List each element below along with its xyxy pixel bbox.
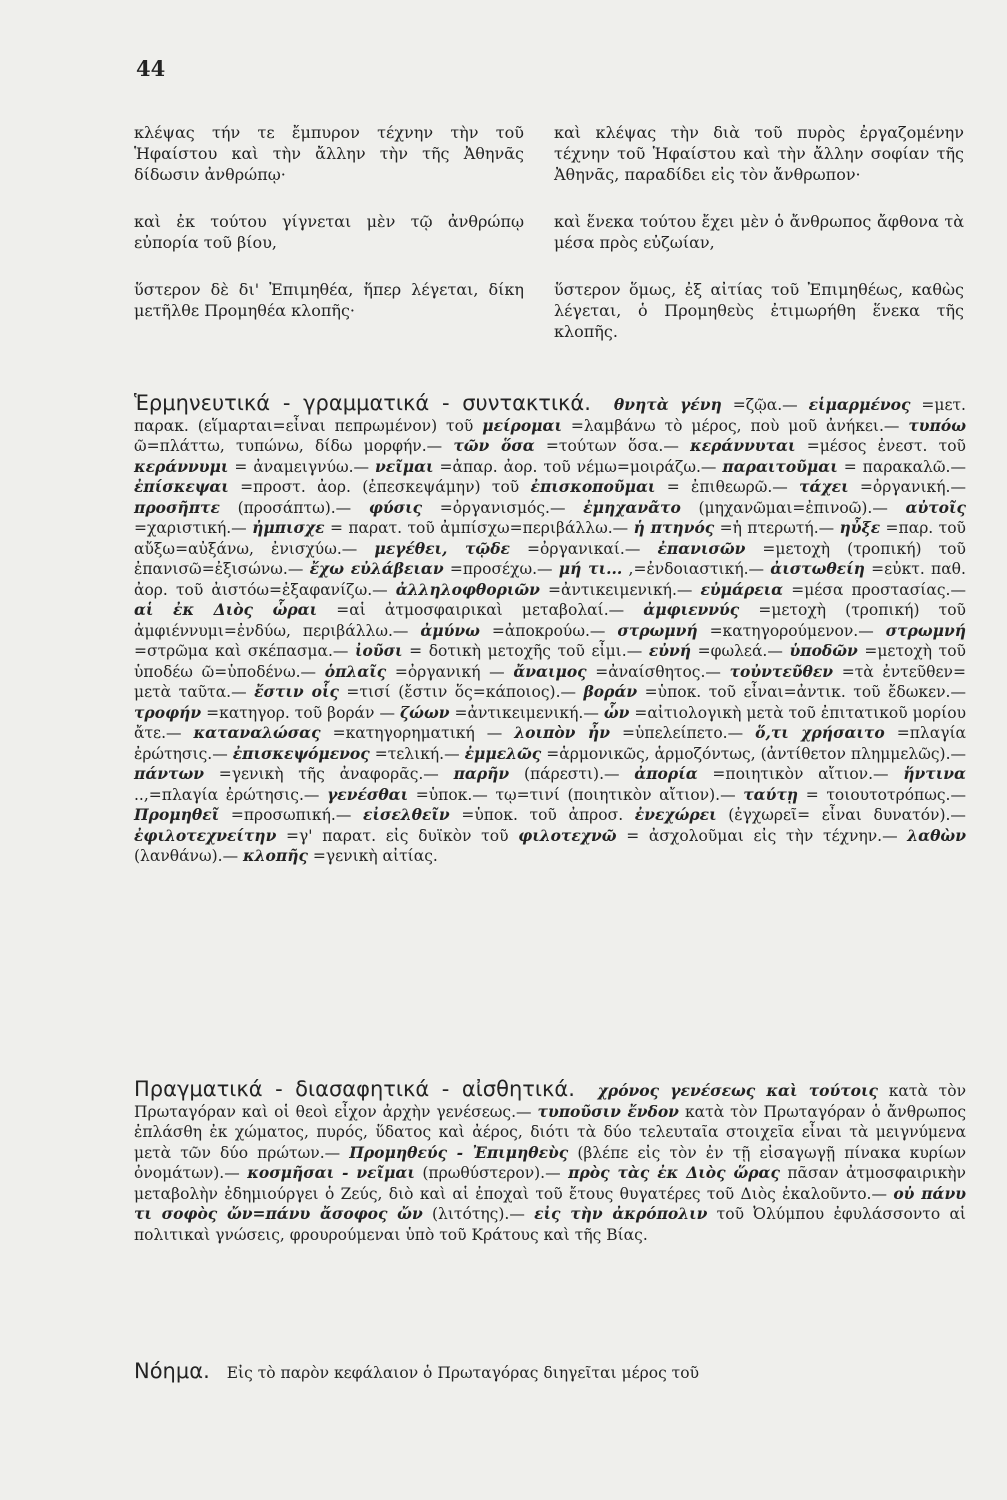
gloss-definition: =μέσος ἐνεστ. τοῦ bbox=[806, 437, 966, 455]
gloss-definition: =ὀργανισμός.— bbox=[439, 498, 566, 517]
gloss-definition: τοῦ Ὀλύμπου ἐφυλάσσοντο αἱ πολιτικαὶ γνώσεις, φρουρούμεναι ὑπὸ τοῦ Κράτους καὶ τῆς Βίας. bbox=[134, 1205, 966, 1244]
gloss-term: ηὖξε bbox=[839, 518, 881, 537]
gloss-definition: = παρατ. τοῦ ἀμπίσχω=περιβάλλω.— bbox=[329, 519, 629, 537]
gloss-term: παραιτοῦμαι bbox=[722, 456, 838, 476]
factual-notes-section bbox=[134, 1078, 966, 1245]
gloss-definition: =ἀποκρούω.— bbox=[491, 621, 606, 640]
gloss-term: στρωμνή bbox=[617, 620, 698, 640]
gloss-definition: =ἀντικειμενική.— bbox=[548, 580, 693, 599]
gloss-term: εἱμαρμένος bbox=[808, 395, 911, 414]
gloss-definition: (πάρεστι).— bbox=[523, 765, 620, 783]
translation-text: καὶ ἕνεκα τούτου ἔχει μὲν ὁ ἄνθρωπος ἄφθονα τὰ μέσα πρὸς εὐζωίαν, bbox=[554, 212, 964, 252]
gloss-term: προσῆπτε bbox=[134, 497, 220, 517]
gloss-definition: =ὑποκ. τοῦ εἶναι=ἀντικ. τοῦ ἔδωκεν.— bbox=[644, 683, 966, 701]
gloss-term: θνητὰ γένη bbox=[613, 395, 722, 414]
gloss-term: μή τι... bbox=[558, 559, 623, 578]
gloss-term: αἱ ἐκ Διὸς ὧραι bbox=[134, 600, 318, 619]
gloss-definition: =κατηγορηματική — bbox=[332, 724, 503, 742]
gloss-definition: =τούτων ὅσα.— bbox=[545, 437, 679, 455]
gloss-term: στρωμνή bbox=[885, 620, 966, 640]
gloss-term: εἰσελθεῖν bbox=[363, 805, 450, 824]
gloss-term: ὑποδῶν bbox=[789, 641, 858, 660]
gloss-term: γενέσθαι bbox=[327, 784, 409, 804]
gloss-term: τάχει bbox=[799, 477, 849, 496]
original-text: κλέψας τήν τε ἔμπυρον τέχνην τὴν τοῦ Ἡφαίστου καὶ τὴν ἄλλην τὴν τῆς Ἀθηνᾶς δίδωσιν ἀνθρώπῳ· bbox=[134, 123, 524, 184]
gloss-term: πάντων bbox=[134, 764, 204, 783]
gloss-definition: =προστ. ἀορ. (ἐπεσκεψάμην) τοῦ bbox=[240, 478, 520, 496]
gloss-definition: =προσέχω.— bbox=[449, 560, 553, 578]
gloss-definition: (ἐγχωρεῖ= εἶναι δυνατόν).— bbox=[728, 806, 966, 824]
page-number: 44 bbox=[136, 56, 166, 81]
gloss-definition: =στρῶμα καὶ σκέπασμα.— bbox=[134, 642, 349, 660]
gloss-definition: =φωλεά.— bbox=[697, 642, 783, 660]
gloss-definition: (βλέπε εἰς τὸν ἐν τῇ εἰσαγωγῇ πίνακα κυρίων ὀνομάτων).— bbox=[134, 1143, 966, 1182]
gloss-term: ἀλληλοφθοριῶν bbox=[395, 579, 540, 599]
gloss-term: ἰοῦσι bbox=[354, 641, 403, 660]
gloss-definition: =ζῷα.— bbox=[732, 396, 798, 414]
gloss-definition: ,=ἐνδοιαστική.— bbox=[628, 560, 765, 578]
meaning-section bbox=[134, 1360, 966, 1384]
parallel-pair bbox=[134, 279, 964, 342]
gloss-definition: =γενικὴ τῆς ἀναφορᾶς.— bbox=[218, 765, 439, 783]
gloss-definition: =προσωπική.— bbox=[230, 806, 352, 824]
gloss-definition: =ἀντικειμενική.— bbox=[454, 703, 599, 722]
section-heading: Πραγματικά - διασαφητικά - αἰσθητικά. bbox=[134, 1077, 575, 1101]
gloss-term: μεγέθει, τῷδε bbox=[374, 538, 510, 558]
gloss-term: Προμηθεῖ bbox=[134, 805, 220, 824]
gloss-term: φύσις bbox=[368, 497, 423, 517]
gloss-definition: = δοτικὴ μετοχῆς τοῦ εἶμι.— bbox=[409, 642, 643, 660]
parallel-text bbox=[134, 122, 964, 368]
gloss-definition: =ὑποκ. τοῦ ἀπροσ. bbox=[461, 806, 624, 824]
gloss-term: ἔχω εὐλάβειαν bbox=[309, 559, 444, 578]
gloss-term: ταύτῃ bbox=[743, 784, 799, 804]
gloss-term: ἥντινα bbox=[903, 764, 966, 783]
gloss-term: παρῆν bbox=[453, 764, 510, 783]
gloss-term: κεράννυμι bbox=[134, 456, 229, 476]
gloss-term: ἔστιν οἷς bbox=[254, 682, 339, 701]
gloss-term: ἐπίσκεψαι bbox=[134, 477, 229, 496]
gloss-term: κλοπῆς bbox=[243, 846, 308, 865]
gloss-definition: =ὀργανική — bbox=[394, 662, 505, 681]
gloss-term: ἀμύνω bbox=[420, 620, 480, 640]
gloss-definition: =παρ. τοῦ αὔξω=αὐξάνω, ἐνισχύω.— bbox=[134, 519, 966, 558]
gloss-definition: =ἡ πτερωτή.— bbox=[719, 519, 835, 537]
translation-text: καὶ κλέψας τὴν διὰ τοῦ πυρὸς ἐργαζομένην τέχνην τοῦ Ἡφαίστου καὶ τὴν ἄλλην σοφίαν τῆς Ἀθηνᾶς, παραδίδει εἰς τὸν ἄνθρωπον· bbox=[554, 123, 964, 184]
gloss-term: πρὸς τὰς ἐκ Διὸς ὥρας bbox=[568, 1163, 780, 1182]
gloss-term: λοιπὸν ἦν bbox=[514, 723, 610, 742]
gloss-definition: = ἀναμειγνύω.— bbox=[234, 457, 370, 476]
gloss-definition: = τοιουτοτρόπως.— bbox=[805, 785, 966, 804]
gloss-definition: =γενικὴ αἰτίας. bbox=[312, 847, 438, 865]
section-heading: Νόημα. bbox=[134, 1359, 210, 1383]
gloss-term: ὁπλαῖς bbox=[324, 661, 387, 681]
gloss-term: ἡ πτηνός bbox=[633, 518, 715, 537]
gloss-term: εὐνή bbox=[648, 641, 692, 660]
gloss-definition: (λιτότης).— bbox=[431, 1205, 525, 1223]
gloss-definition: =κατηγορ. τοῦ βοράν — bbox=[206, 703, 395, 722]
gloss-definition: =ἀναίσθητος.— bbox=[595, 662, 721, 681]
gloss-term: ἀπορία bbox=[634, 764, 698, 783]
meaning-text: Εἰς τὸ παρὸν κεφάλαιον ὁ Πρωταγόρας διηγεῖται μέρος τοῦ bbox=[226, 1364, 700, 1382]
gloss-term: ἄναιμος bbox=[513, 661, 587, 681]
gloss-definition: (λανθάνω).— bbox=[134, 847, 239, 865]
gloss-definition: =πλαγία ἐρώτησις.— bbox=[134, 724, 967, 763]
gloss-definition: =ἁρμονικῶς, ἁρμοζόντως, (ἀντίθετον πλημμελῶς).— bbox=[546, 744, 966, 763]
gloss-definition: =κατηγορούμενον.— bbox=[709, 621, 874, 640]
gloss-definition: = παρακαλῶ.— bbox=[843, 457, 966, 476]
gloss-term: ζώων bbox=[400, 702, 450, 722]
gloss-term: καταναλώσας bbox=[193, 723, 321, 742]
gloss-term: λαθὼν bbox=[907, 825, 966, 845]
gloss-term: ὅ,τι χρήσαιτο bbox=[755, 723, 885, 742]
gloss-definition: =ὀργανική.— bbox=[859, 478, 966, 496]
gloss-definition: =ποιητικὸν αἴτιον.— bbox=[712, 765, 889, 783]
gloss-definition: =λαμβάνω τὸ μέρος, ποὺ μοῦ ἀνήκει.— bbox=[570, 416, 900, 435]
gloss-definition: = ἀσχολοῦμαι εἰς τὴν τέχνην.— bbox=[626, 826, 898, 845]
gloss-definition: =μετ. παρακ. (εἵμαρται=εἶναι πεπρωμένον) τοῦ bbox=[134, 396, 966, 435]
gloss-term: ἐμμελῶς bbox=[464, 743, 542, 763]
gloss-definition: =εὐκτ. παθ. ἀορ. τοῦ ἀιστόω=ἐξαφανίζω.— bbox=[134, 560, 966, 599]
gloss-term: εὐμάρεια bbox=[700, 579, 784, 599]
gloss-definition: =ἀπαρ. ἀορ. τοῦ νέμω=μοιράζω.— bbox=[439, 457, 717, 476]
parallel-pair bbox=[134, 122, 964, 185]
gloss-term: νεῖμαι bbox=[375, 456, 434, 476]
gloss-term: βοράν bbox=[583, 682, 638, 701]
gloss-definition: κατὰ τὸν Πρωταγόραν καὶ οἱ θεοὶ εἶχον ἀρχὴν γενέσεως.— bbox=[134, 1082, 967, 1121]
gloss-term: μείρομαι bbox=[482, 415, 562, 435]
gloss-term: κεράννυται bbox=[690, 436, 796, 455]
gloss-definition: =γ' παρατ. εἰς δυϊκὸν τοῦ bbox=[286, 826, 509, 845]
gloss-term: ἐπισκεψόμενος bbox=[232, 743, 370, 763]
gloss-definition: =μέσα προστασίας.— bbox=[791, 580, 966, 599]
gloss-definition: =αἰτιολογικὴ μετὰ τοῦ ἐπιτατικοῦ μορίου ἄτε.— bbox=[134, 703, 967, 742]
gloss-definition: =μετοχὴ τοῦ ὑποδέω ῶ=ὑποδένω.— bbox=[134, 642, 966, 681]
gloss-definition: (μηχανῶμαι=ἐπινοῶ).— bbox=[698, 498, 888, 517]
gloss-term: τυπόω bbox=[908, 415, 966, 435]
gloss-term: χρόνος γενέσεως καὶ τούτοις bbox=[597, 1081, 878, 1100]
gloss-term: τυποῦσιν ἔνδον bbox=[537, 1101, 679, 1121]
gloss-term: ὧν bbox=[603, 702, 630, 722]
gloss-term: ἀμφιεννύς bbox=[643, 600, 740, 619]
gloss-definition: =τὰ ἐντεῦθεν= μετὰ ταῦτα.— bbox=[134, 662, 966, 701]
gloss-term: αὐτοῖς bbox=[905, 497, 966, 517]
gloss-term: τροφήν bbox=[134, 702, 202, 722]
gloss-term: ἐπισκοποῦμαι bbox=[530, 477, 656, 496]
gloss-term: ἐπανισῶν bbox=[657, 538, 746, 558]
gloss-definition: (πρωθύστερον).— bbox=[422, 1164, 561, 1182]
gloss-term: Προμηθεύς - Ἐπιμηθεὺς bbox=[349, 1142, 569, 1162]
section-heading: Ἑρμηνευτικά - γραμματικά - συντακτικά. bbox=[134, 391, 591, 415]
original-text: καὶ ἐκ τούτου γίγνεται μὲν τῷ ἀνθρώπῳ εὐπορία τοῦ βίου, bbox=[134, 212, 524, 252]
gloss-definition: =ὑπελείπετο.— bbox=[622, 724, 744, 742]
parallel-pair bbox=[134, 211, 964, 253]
original-text: ὕστερον δὲ δι' Ἐπιμηθέα, ἥπερ λέγεται, δίκη μετῆλθε Προμηθέα κλοπῆς· bbox=[134, 280, 524, 320]
gloss-definition: πᾶσαν ἀτμοσφαιρικὴν μεταβολὴν ἐδημιούργει ὁ Ζεύς, διὸ καὶ αἱ ἐποχαὶ τοῦ ἔτους θυγατέρες τοῦ Διὸς ἐκαλοῦντο.— bbox=[134, 1164, 966, 1203]
grammar-notes-section bbox=[134, 392, 966, 867]
gloss-definition: =τισί (ἔστιν ὅς=κάποιος).— bbox=[346, 683, 576, 701]
gloss-definition: (προσάπτω).— bbox=[237, 498, 352, 517]
gloss-definition: =ὀργανικαί.— bbox=[527, 539, 641, 558]
gloss-definition: = ἐπιθεωρῶ.— bbox=[666, 478, 788, 496]
gloss-definition: =χαριστική.— bbox=[134, 519, 247, 537]
gloss-definition: =ὑποκ.— τῳ=τινί (ποιητικὸν αἴτιον).— bbox=[415, 785, 736, 804]
gloss-term: τοὐντεῦθεν bbox=[729, 661, 834, 681]
gloss-definition: ῶ=πλάττω, τυπώνω, δίδω μορφήν.— bbox=[134, 437, 443, 455]
gloss-term: τῶν ὅσα bbox=[453, 436, 535, 455]
factual-gloss-list bbox=[134, 1082, 966, 1244]
gloss-term: ἐνεχώρει bbox=[634, 805, 717, 824]
gloss-term: ἀιστωθείη bbox=[770, 559, 865, 578]
gloss-term: οὐ πάνυ τι σοφὸς ὤν=πάνυ ἄσοφος ὤν bbox=[134, 1183, 966, 1223]
gloss-term: φιλοτεχνῶ bbox=[518, 825, 617, 845]
grammar-gloss-list bbox=[134, 396, 966, 865]
gloss-term: ἐφιλοτεχνείτην bbox=[134, 825, 277, 845]
gloss-definition: =τελική.— bbox=[374, 744, 460, 763]
gloss-term: εἰς τὴν ἀκρόπολιν bbox=[534, 1204, 708, 1223]
gloss-definition: =μετοχὴ (τροπική) τοῦ ἐπανισῶ=ἐξισώνω.— bbox=[134, 539, 966, 578]
gloss-term: ἐμηχανᾶτο bbox=[583, 497, 681, 517]
gloss-definition: ..,=πλαγία ἐρώτησις.— bbox=[134, 785, 320, 804]
gloss-definition: =αἱ ἀτμοσφαιρικαὶ μεταβολαί.— bbox=[336, 601, 625, 619]
gloss-definition: κατὰ τὸν Πρωταγόραν ὁ ἄνθρωπος ἐπλάσθη ἐκ χώματος, πυρός, ὕδατος καὶ ἀέρος, διότι τὰ δύο τελευταῖα στοιχεῖα εἶναι τὰ μειγνύμενα μετὰ τῶν δύο πρώτων.— bbox=[134, 1102, 966, 1162]
gloss-term: ἠμπισχε bbox=[252, 518, 325, 537]
gloss-definition: =μετοχὴ (τροπική) τοῦ ἀμφιέννυμι=ἐνδύω, περιβάλλω.— bbox=[134, 601, 966, 640]
translation-text: ὕστερον ὅμως, ἐξ αἰτίας τοῦ Ἐπιμηθέως, καθὼς λέγεται, ὁ Προμηθεὺς ἐτιμωρήθη ἕνεκα τῆς κλοπῆς. bbox=[554, 280, 964, 341]
gloss-term: κοσμῆσαι - νεῖμαι bbox=[247, 1163, 415, 1182]
